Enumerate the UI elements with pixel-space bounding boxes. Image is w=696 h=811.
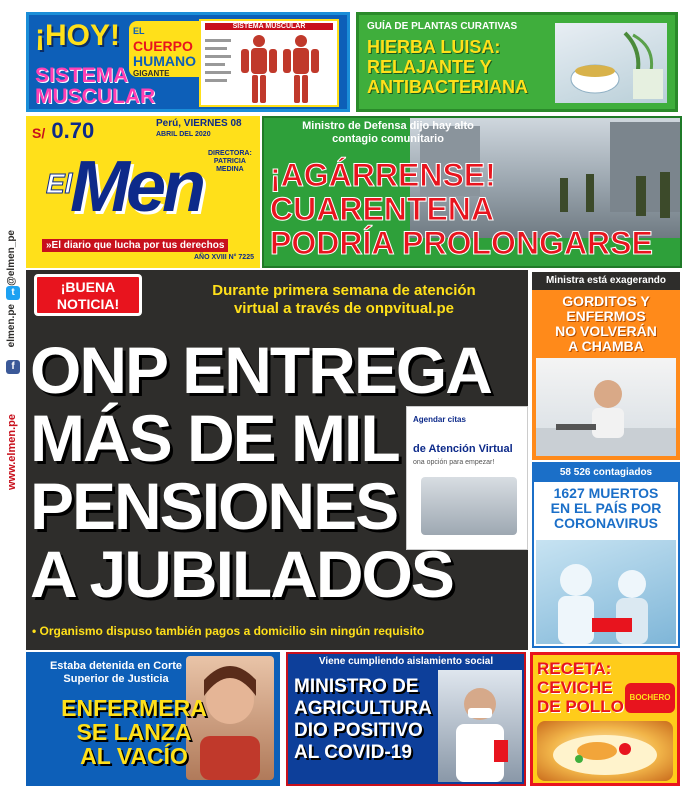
muertos-story[interactable] xyxy=(532,462,680,648)
cuarentena-headline xyxy=(270,158,653,260)
gigante-label: GIGANTE xyxy=(133,69,170,78)
facebook-icon[interactable]: f xyxy=(6,360,20,374)
anatomy-chart xyxy=(199,19,339,107)
hierba-line1: HIERBA LUISA: xyxy=(367,37,501,57)
receta-line3: DE POLLO xyxy=(537,697,624,716)
muertos-line3: CORONAVIRUS xyxy=(554,515,658,531)
kicker-line1: Ministro de Defensa dijo hay alto xyxy=(302,120,474,132)
minister-masked-icon xyxy=(438,670,522,782)
price-value: 0.70 xyxy=(51,118,95,143)
logo-men: Men xyxy=(70,147,202,227)
el-men-logo[interactable] xyxy=(46,138,216,248)
director-label: DIRECTORA: xyxy=(208,150,252,157)
main-headline xyxy=(30,333,491,611)
el-label: EL xyxy=(133,26,145,36)
cuerpo-label: CUERPO xyxy=(133,38,193,54)
agricultura-line4: AL COVID-19 xyxy=(294,742,412,763)
agricultura-line2: AGRICULTURA xyxy=(294,698,432,719)
gorditos-story[interactable] xyxy=(532,272,680,460)
masthead xyxy=(26,116,260,268)
date-line2: ABRIL DEL 2020 xyxy=(156,131,211,138)
gorditos-headline xyxy=(532,294,680,354)
muscle-figure-icon xyxy=(201,33,337,105)
deck-line1: Durante primera semana de atención xyxy=(212,282,476,299)
enfermera-line2: SE LANZA xyxy=(76,719,192,745)
muertos-line2: EN EL PAÍS POR xyxy=(550,500,662,516)
sistema-label: SISTEMA xyxy=(35,64,129,87)
facebook-handle[interactable]: elmen.pe xyxy=(6,304,17,348)
tea-cup-icon xyxy=(555,23,667,103)
enfermera-kicker1: Estaba detenida en Corte xyxy=(49,660,183,672)
medical-staff-photo xyxy=(536,540,676,644)
currency-symbol: S/ xyxy=(32,125,46,141)
main-bullet: • Organismo dispuso también pagos a domicilio sin ningún requisito xyxy=(32,624,425,638)
gorditos-line4: A CHAMBA xyxy=(568,338,644,354)
enfermera-kicker2: Superior de Justicia xyxy=(63,673,169,685)
web-btn: Agendar citas xyxy=(413,415,466,424)
main-head-line1: ONP ENTREGA xyxy=(30,333,491,407)
ministra-icon xyxy=(536,358,676,456)
web-sub: ona opción para empezar! xyxy=(413,459,495,466)
receta-headline xyxy=(537,659,624,716)
promo-cuerpo-humano[interactable] xyxy=(26,12,350,112)
tea-photo xyxy=(555,23,667,103)
enfermera-line3: AL VACÍO xyxy=(80,743,188,769)
director-name1: PATRICIA xyxy=(213,158,246,165)
sistema-muscular-title xyxy=(35,65,155,107)
headline-line1: ¡AGÁRRENSE! xyxy=(270,157,496,193)
buena-noticia-badge xyxy=(34,274,142,316)
ceviche-photo xyxy=(537,721,673,781)
issue-date xyxy=(156,118,242,140)
deck-line2: virtual a través de onpvitual.pe xyxy=(233,300,455,317)
main-head-line4: A JUBILADOS xyxy=(30,537,453,611)
agricultura-line1: MINISTRO DE xyxy=(294,676,419,697)
main-story-onp[interactable] xyxy=(26,270,528,650)
contagiados-kicker: 58 526 contagiados xyxy=(534,464,678,482)
headline-line2: CUARENTENA xyxy=(270,191,494,227)
ministro-photo xyxy=(438,670,522,782)
twitter-handle[interactable]: @elmen_pe xyxy=(6,230,17,286)
muscular-label: MUSCULAR xyxy=(35,85,156,108)
twitter-icon[interactable]: t xyxy=(6,286,20,300)
badge-line1: ¡BUENA xyxy=(60,279,116,295)
agricultura-headline xyxy=(294,676,432,764)
director-name2: MEDINA xyxy=(216,166,244,173)
hierba-line3: ANTIBACTERIANA xyxy=(367,77,528,97)
main-head-line3: PENSIONES xyxy=(30,469,398,543)
hoy-label: ¡HOY! xyxy=(35,19,120,52)
muertos-headline xyxy=(534,486,678,531)
gorditos-line1: GORDITOS Y xyxy=(562,293,650,309)
humano-label: HUMANO xyxy=(133,53,196,69)
agricultura-kicker: Viene cumpliendo aislamiento social xyxy=(318,656,494,667)
ceviche-dish-icon xyxy=(537,721,673,781)
cuarentena-story[interactable] xyxy=(262,116,682,268)
receta-line1: RECETA: xyxy=(537,659,612,678)
ministro-agricultura-story[interactable] xyxy=(286,652,526,786)
hierba-luisa-title xyxy=(367,37,528,97)
promo-plantas-curativas[interactable] xyxy=(356,12,678,112)
bochero-logo: BOCHERO xyxy=(625,683,675,713)
gorditos-line3: NO VOLVERÁN xyxy=(555,323,657,339)
guia-label: GUÍA DE PLANTAS CURATIVAS xyxy=(367,21,518,32)
chart-title: SISTEMA MUSCULAR xyxy=(205,23,333,30)
main-deck xyxy=(154,282,528,318)
website-link[interactable]: www.elmen.pe xyxy=(6,414,18,491)
main-head-line2: MÁS DE MIL xyxy=(30,401,399,475)
web-title: de Atención Virtual xyxy=(413,443,513,455)
cuarentena-kicker xyxy=(278,120,498,146)
enfermera-story[interactable] xyxy=(26,652,280,786)
tagline: »El diario que lucha por tus derechos xyxy=(42,239,228,252)
enfermera-line1: ENFERMERA xyxy=(61,695,207,721)
agricultura-line3: DIO POSITIVO xyxy=(294,720,423,741)
badge-line2: NOTICIA! xyxy=(56,296,120,312)
enfermera-headline xyxy=(34,696,234,768)
gorditos-line2: ENFERMOS xyxy=(566,308,646,324)
receta-story[interactable] xyxy=(530,652,680,786)
logo-el: El xyxy=(46,168,73,199)
gorditos-kicker: Ministra está exagerando xyxy=(532,272,680,290)
receta-line2: CEVICHE xyxy=(537,678,613,697)
side-strip xyxy=(0,230,26,560)
enfermera-kicker xyxy=(36,660,196,686)
ministra-photo xyxy=(536,358,676,456)
kicker-line2: contagio comunitario xyxy=(332,133,444,145)
headline-line3: PODRÍA PROLONGARSE xyxy=(270,225,653,261)
hierba-line2: RELAJANTE Y xyxy=(367,57,492,77)
date-line1: Perú, VIERNES 08 xyxy=(156,118,242,129)
edition-number: AÑO XVIII N° 7225 xyxy=(194,254,254,261)
muertos-line1: 1627 MUERTOS xyxy=(553,485,659,501)
medical-staff-icon xyxy=(536,540,676,644)
